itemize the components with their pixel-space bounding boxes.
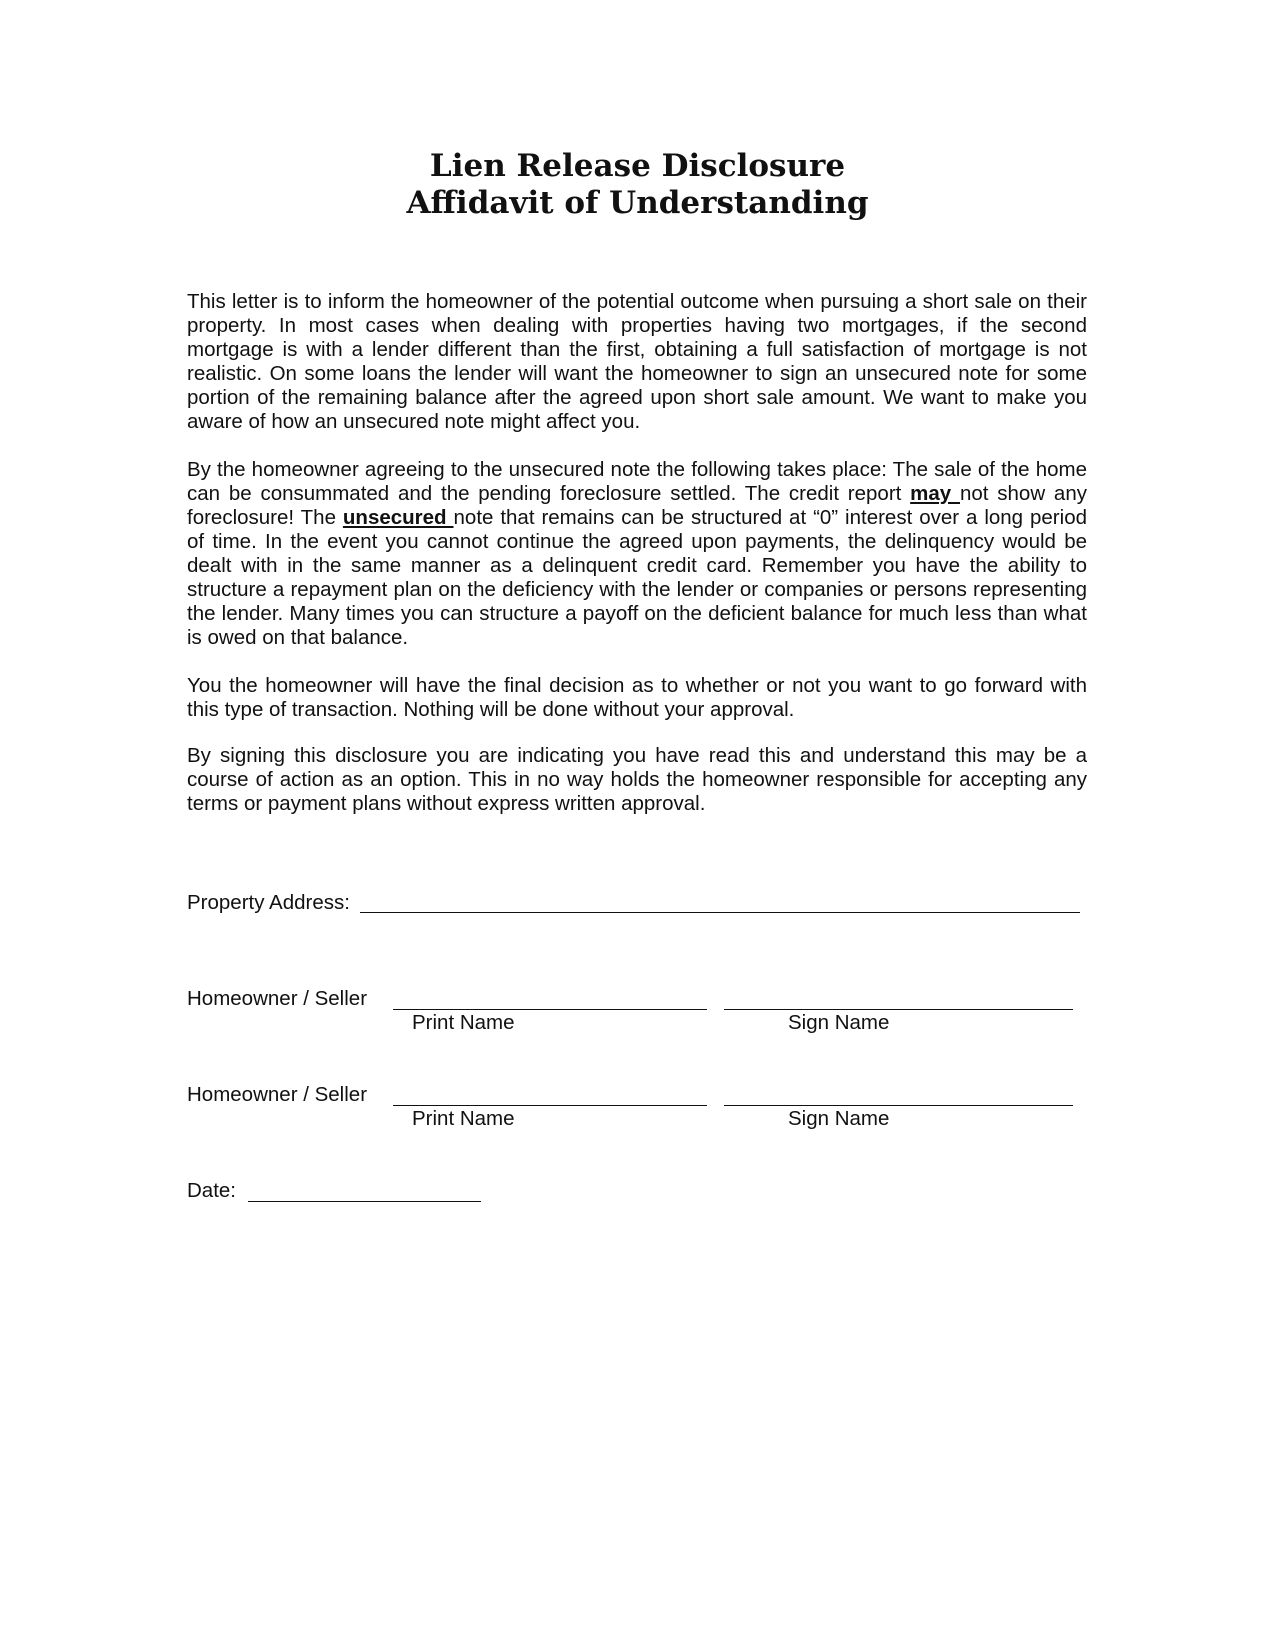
- paragraph-text: note that remains can be structured at “0” interest over a long period of time. In the event you cannot continue the agreed upon payments, the delinquency would be dealt with in the same manner as a delinquent credit card. Remember you have the ability to structure a repayment plan on the deficiency with the lender or companies or persons representing the lender. Many times you can structure a payoff on the deficient balance for much less than what is owed on that balance.: [187, 506, 1087, 649]
- signer-role-label: Homeowner / Seller: [187, 1083, 368, 1106]
- sign-name-field[interactable]: [724, 1009, 1073, 1010]
- sign-name-field[interactable]: [724, 1105, 1073, 1106]
- sign-name-label: Sign Name: [788, 1011, 890, 1034]
- print-name-field[interactable]: [393, 1009, 707, 1010]
- paragraph-intro: This letter is to inform the homeowner of the potential outcome when pursuing a short sale on their property. In most cases when dealing with properties having two mortgages, if the second mortgage is with a lender different than the first, obtaining a full satisfaction of mortgage is not realistic. On some loans the lender will want the homeowner to sign an unsecured note for some portion of the remaining balance after the agreed upon short sale amount. We want to make you aware of how an unsecured note might affect you.: [187, 290, 1087, 433]
- date-label: Date:: [187, 1179, 236, 1202]
- print-name-label: Print Name: [412, 1011, 515, 1034]
- paragraph-text: not show any foreclosure! The: [187, 482, 1087, 529]
- emphasis-may: may: [910, 482, 960, 505]
- paragraph-acknowledgement: By signing this disclosure you are indicating you have read this and understand this may be a course of action as an option. This in no way holds the homeowner responsible for accepting any terms or payment plans without express written approval.: [187, 744, 1087, 815]
- signer-role-label: Homeowner / Seller: [187, 987, 368, 1010]
- document-subtitle: Affidavit of Understanding: [406, 185, 869, 221]
- print-name-field[interactable]: [393, 1105, 707, 1106]
- sign-name-label: Sign Name: [788, 1107, 890, 1130]
- paragraph-final-decision: You the homeowner will have the final decision as to whether or not you want to go forward with this type of transaction. Nothing will be done without your approval.: [187, 674, 1087, 721]
- property-address-label: Property Address:: [187, 891, 350, 914]
- date-field[interactable]: [248, 1201, 481, 1202]
- paragraph-unsecured-note: [187, 458, 1087, 650]
- document-title: Lien Release Disclosure: [429, 148, 846, 184]
- property-address-field[interactable]: [360, 912, 1080, 913]
- emphasis-unsecured: unsecured: [342, 506, 454, 529]
- paragraph-text: By the homeowner agreeing to the unsecured note the following takes place: The sale of the home can be consummated and the pending foreclosure settled. The credit report: [187, 458, 1087, 505]
- print-name-label: Print Name: [412, 1107, 515, 1130]
